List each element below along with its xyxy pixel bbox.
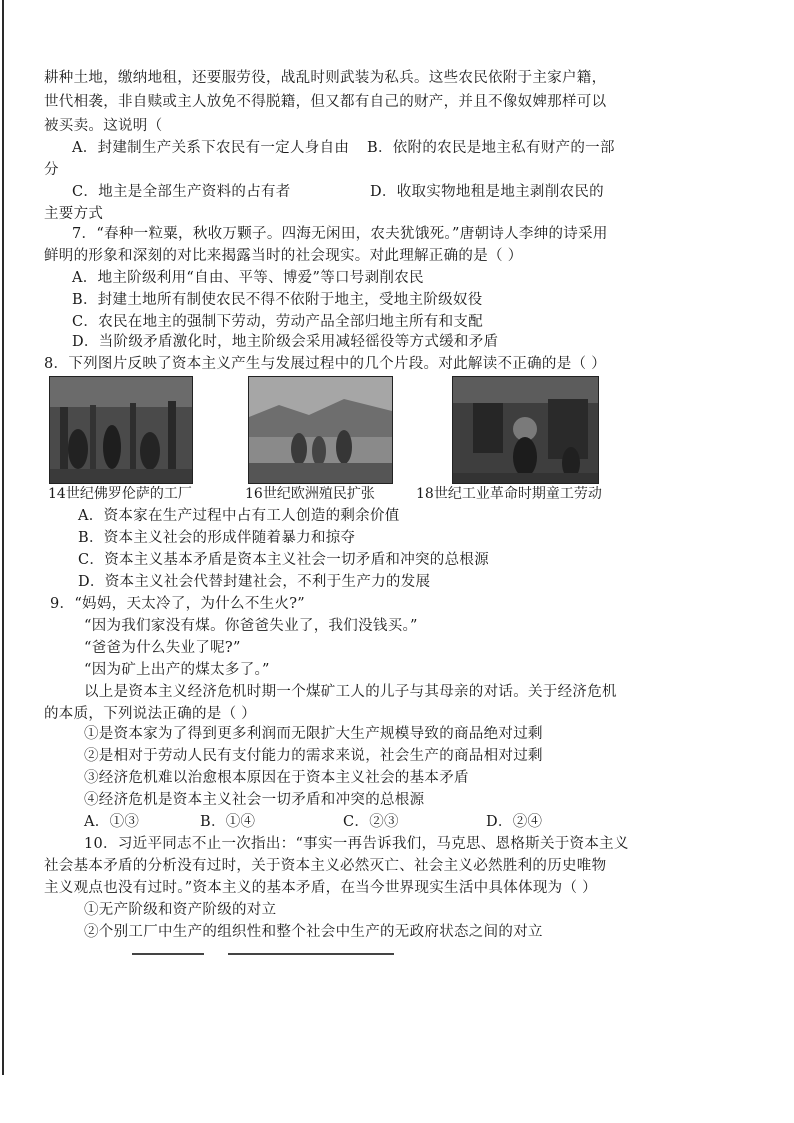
child-labor-caption: 18世纪工业革命时期童工劳动 bbox=[416, 486, 602, 502]
q9-stem-line-2: 的本质，下列说法正确的是（ ） bbox=[44, 706, 257, 722]
q10-stem-line-2: 社会基本矛盾的分析没有过时，关于资本主义必然灭亡、社会主义必然胜利的历史唯物 bbox=[44, 858, 607, 874]
q6-option-b-wrap: 分 bbox=[44, 162, 59, 178]
q9-dialogue-1: 9．“妈妈，天太冷了，为什么不生火?” bbox=[50, 596, 306, 612]
q6-stem-line-2: 世代相袭，非自赎或主人放免不得脱籍，但又都有自己的财产，并且不像奴婢那样可以 bbox=[44, 94, 607, 110]
q6-stem-line-1: 耕种土地，缴纳地租，还要服劳役，战乱时则武装为私兵。这些农民依附于主家户籍， bbox=[44, 70, 607, 86]
q10-stem-line-3: 主义观点也没有过时。”资本主义的基本矛盾，在当今世界现实生活中具体体现为（ ） bbox=[44, 880, 597, 896]
q6-option-d-wrap: 主要方式 bbox=[44, 206, 104, 222]
q9-dialogue-2: “因为我们家没有煤。你爸爸失业了，我们没钱买。” bbox=[84, 618, 418, 634]
q6-option-b: B．依附的农民是地主私有财产的一部 bbox=[367, 140, 615, 156]
child-labor-photo bbox=[452, 376, 599, 484]
q9-choice-c: C．②③ bbox=[343, 814, 399, 830]
q9-choice-d: D．②④ bbox=[486, 814, 543, 830]
scan-artifact-dash-1 bbox=[132, 953, 204, 955]
factory-caption: 14世纪佛罗伦萨的工厂 bbox=[48, 486, 192, 502]
colonial-caption: 16世纪欧洲殖民扩张 bbox=[245, 486, 375, 502]
q9-dialogue-3: “爸爸为什么失业了呢?” bbox=[84, 640, 241, 656]
scan-artifact-dash-2 bbox=[228, 953, 394, 955]
q8-option-a: A．资本家在生产过程中占有工人创造的剩余价值 bbox=[78, 508, 400, 524]
q8-option-d: D．资本主义社会代替封建社会，不利于生产力的发展 bbox=[78, 574, 431, 590]
page-left-border bbox=[2, 0, 4, 1075]
q6-stem-line-3: 被买卖。这说明（ bbox=[44, 118, 163, 134]
q9-choice-b: B．①④ bbox=[200, 814, 256, 830]
q7-option-c: C．农民在地主的强制下劳动，劳动产品全部归地主所有和支配 bbox=[72, 314, 483, 330]
q7-option-a: A．地主阶级利用“自由、平等、博爱”等口号剥削农民 bbox=[72, 270, 424, 286]
q10-item-1: ①无产阶级和资产阶级的对立 bbox=[84, 902, 277, 918]
q7-stem-line-2: 鲜明的形象和深刻的对比来揭露当时的社会现实。对此理解正确的是（ ） bbox=[44, 248, 523, 264]
q9-item-2: ②是相对于劳动人民有支付能力的需求来说，社会生产的商品相对过剩 bbox=[84, 748, 543, 764]
q8-option-c: C．资本主义基本矛盾是资本主义社会一切矛盾和冲突的总根源 bbox=[78, 552, 489, 568]
q10-item-2: ②个别工厂中生产的组织性和整个社会中生产的无政府状态之间的对立 bbox=[84, 924, 543, 940]
q8-option-b: B．资本主义社会的形成伴随着暴力和掠夺 bbox=[78, 530, 356, 546]
q9-choice-a: A．①③ bbox=[84, 814, 140, 830]
q9-item-3: ③经济危机难以治愈根本原因在于资本主义社会的基本矛盾 bbox=[84, 770, 469, 786]
factory-photo bbox=[49, 376, 193, 484]
q7-stem-line-1: 7．“春种一粒粟，秋收万颗子。四海无闲田，农夫犹饿死。”唐朝诗人李绅的诗采用 bbox=[72, 226, 608, 242]
colonial-expansion-photo bbox=[248, 376, 393, 484]
q9-dialogue-4: “因为矿上出产的煤太多了。” bbox=[84, 662, 270, 678]
q6-option-a: A．封建制生产关系下农民有一定人身自由 bbox=[72, 140, 350, 156]
q7-option-b: B．封建土地所有制使农民不得不依附于地主，受地主阶级奴役 bbox=[72, 292, 483, 308]
q9-item-4: ④经济危机是资本主义社会一切矛盾和冲突的总根源 bbox=[84, 792, 425, 808]
q6-option-d: D．收取实物地租是地主剥削农民的 bbox=[370, 184, 604, 200]
q7-option-d: D．当阶级矛盾激化时，地主阶级会采用减轻徭役等方式缓和矛盾 bbox=[72, 334, 499, 350]
q6-option-c: C．地主是全部生产资料的占有者 bbox=[72, 184, 291, 200]
q10-stem-line-1: 10．习近平同志不止一次指出：“事实一再告诉我们，马克思、恩格斯关于资本主义 bbox=[84, 836, 629, 852]
q9-item-1: ①是资本家为了得到更多利润而无限扩大生产规模导致的商品绝对过剩 bbox=[84, 726, 543, 742]
q8-stem: 8．下列图片反映了资本主义产生与发展过程中的几个片段。对此解读不正确的是（ ） bbox=[44, 356, 607, 372]
q9-stem-line-1: 以上是资本主义经济危机时期一个煤矿工人的儿子与其母亲的对话。关于经济危机 bbox=[84, 684, 617, 700]
